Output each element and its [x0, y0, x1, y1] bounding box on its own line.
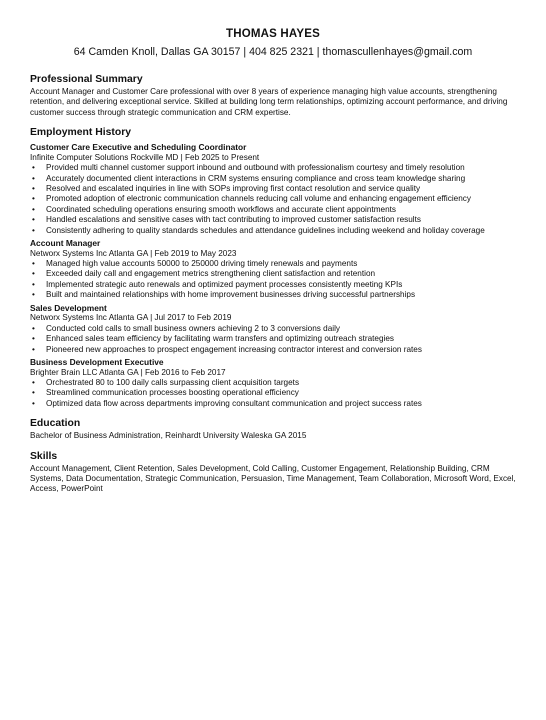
job-bullet-list — [30, 259, 516, 301]
job-meta: Networx Systems Inc Atlanta GA | Feb 2019 to May 2023 — [30, 248, 237, 258]
employment-heading: Employment History — [30, 127, 132, 139]
job-bullet — [30, 345, 516, 355]
job-title: Business Development Executive — [30, 356, 164, 367]
job-entry — [30, 357, 516, 409]
bullet-text: Orchestrated 80 to 100 daily calls surpassing client acquisition targets — [46, 377, 300, 387]
bullet-glyph: • — [32, 388, 35, 398]
job-entry — [30, 303, 516, 355]
bullet-glyph: • — [32, 290, 35, 300]
bullet-glyph: • — [32, 323, 35, 333]
job-title: Account Manager — [30, 238, 101, 249]
job-meta: Brighter Brain LLC Atlanta GA | Feb 2016 to Feb 2017 — [30, 367, 226, 377]
bullet-glyph: • — [32, 279, 35, 289]
job-bullet — [30, 194, 516, 204]
bullet-text: Managed high value accounts 50000 to 250000 driving timely renewals and payments — [46, 259, 358, 269]
bullet-text: Implemented strategic auto renewals and optimized payment processes consistently meeting KPIs — [46, 279, 403, 289]
job-bullet-list — [30, 324, 516, 355]
bullet-glyph: • — [32, 344, 35, 354]
job-bullet — [30, 290, 516, 300]
job-bullet — [30, 324, 516, 334]
bullet-text: Resolved and escalated inquiries in line with SOPs improving first contact resolution and service quality — [46, 184, 421, 194]
bullet-glyph: • — [32, 377, 35, 387]
job-meta: Infinite Computer Solutions Rockville MD | Feb 2025 to Present — [30, 152, 260, 162]
job-bullet — [30, 215, 516, 225]
job-bullet — [30, 269, 516, 279]
job-bullet — [30, 174, 516, 184]
bullet-glyph: • — [32, 184, 35, 194]
education-heading: Education — [30, 418, 81, 430]
bullet-text: Streamlined communication processes boosting operational efficiency — [46, 388, 299, 398]
job-meta: Networx Systems Inc Atlanta GA | Jul 2017 to Feb 2019 — [30, 313, 232, 323]
job-bullet — [30, 399, 516, 409]
bullet-text: Handled escalations and sensitive cases with tact contributing to improved customer satisfaction results — [46, 215, 421, 225]
job-bullet-list — [30, 163, 516, 236]
bullet-glyph: • — [32, 204, 35, 214]
job-title: Customer Care Executive and Scheduling Coordinator — [30, 142, 247, 153]
job-bullet — [30, 163, 516, 173]
contact-line: 64 Camden Knoll, Dallas GA 30157 | 404 825 2321 | thomascullenhayes@gmail.com — [73, 46, 473, 58]
bullet-glyph: • — [32, 334, 35, 344]
job-bullet — [30, 226, 516, 236]
bullet-text: Optimized data flow across departments improving consultant communication and project success rates — [46, 398, 422, 408]
bullet-glyph: • — [32, 269, 35, 279]
bullet-text: Consistently adhering to quality standards schedules and attendance guidelines including weekend and holiday coverage — [46, 225, 485, 235]
job-bullet — [30, 184, 516, 194]
job-entry — [30, 142, 516, 236]
bullet-glyph: • — [32, 259, 35, 269]
skills-text: Account Management, Client Retention, Sales Development, Cold Calling, Customer Engagement, Relationship Building, CRM Systems, Data Documentation, Strategic Communication, Persuasion, Time Management, Team Collaboration, Microsoft Word, Excel, Access, PowerPoint — [30, 463, 516, 494]
candidate-name: THOMAS HAYES — [226, 28, 320, 40]
bullet-text: Exceeded daily call and engagement metrics strengthening client satisfaction and retention — [46, 269, 376, 279]
job-bullet — [30, 388, 516, 398]
bullet-glyph: • — [32, 225, 35, 235]
bullet-glyph: • — [32, 398, 35, 408]
bullet-glyph: • — [32, 173, 35, 183]
bullet-text: Enhanced sales team efficiency by facilitating warm transfers and optimizing outreach strategies — [46, 334, 394, 344]
job-bullet — [30, 280, 516, 290]
bullet-text: Built and maintained relationships with home improvement businesses driving successful partnerships — [46, 290, 416, 300]
bullet-text: Conducted cold calls to small business owners achieving 2 to 3 conversions daily — [46, 323, 340, 333]
job-entry — [30, 238, 516, 301]
bullet-text: Accurately documented client interactions in CRM systems ensuring compliance and cross team knowledge sharing — [46, 173, 466, 183]
bullet-text: Coordinated scheduling operations ensuring smooth workflows and accurate client appointments — [46, 204, 396, 214]
bullet-glyph: • — [32, 163, 35, 173]
bullet-text: Pioneered new approaches to prospect engagement increasing contractor interest and conversion rates — [46, 344, 422, 354]
job-bullet — [30, 334, 516, 344]
job-bullet-list — [30, 378, 516, 409]
job-bullet — [30, 259, 516, 269]
summary-text: Account Manager and Customer Care professional with over 8 years of experience managing high value accounts, strengthening retention, and delivering exceptional service. Skilled at building long term relationships, optimizing account performance, and driving customer success through strategic communication and CRM expertise. — [30, 87, 508, 117]
bullet-glyph: • — [32, 215, 35, 225]
bullet-text: Promoted adoption of electronic communication channels reducing call volume and enhancing engagement efficiency — [46, 194, 471, 204]
job-bullet — [30, 378, 516, 388]
bullet-glyph: • — [32, 194, 35, 204]
job-title: Sales Development — [30, 302, 107, 313]
summary-heading: Professional Summary — [30, 74, 143, 85]
bullet-text: Provided multi channel customer support inbound and outbound with professionalism courtesy and timely resolution — [46, 163, 465, 173]
job-bullet — [30, 205, 516, 215]
education-text: Bachelor of Business Administration, Reinhardt University Waleska GA 2015 — [30, 431, 307, 441]
skills-heading: Skills — [30, 450, 58, 462]
